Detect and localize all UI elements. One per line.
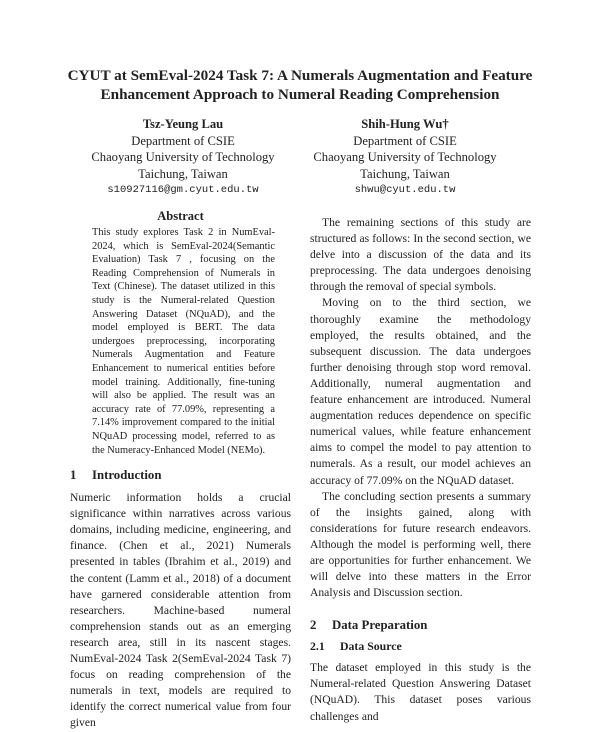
author-name: Tsz-Yeung Lau: [142, 117, 224, 131]
paragraph: The remaining sections of this study are structured as follows: In the second section, we delve into a discussion of the data and its preprocessing. The data undergoes denoising through the removal of special symbols.: [310, 216, 531, 294]
author-location: Taichung, Taiwan: [138, 166, 228, 181]
subsection-number: 2.1: [310, 639, 325, 654]
left-column: [70, 208, 291, 732]
author-univ: Chaoyang University of Technology: [91, 150, 275, 164]
author-2: [300, 116, 510, 199]
section-heading: [310, 617, 531, 633]
section-title: Introduction: [92, 468, 162, 483]
intro-paragraph: Numeric information holds a crucial significance within narratives across various domains, including medicine, engineering, and finance. (Chen et al., 2021) Numerals presented in tables (Ibrahim et al., 2019) and the content (Lamm et al., 2018) of a document have garnered considerable attention from researchers. Machine-based numeral comprehension stands out as an emerging research area, still in its nascent stages. NumEval-2024 Task 2(SemEval-2024 Task 7) focus on reading comprehension of the numerals in text, models are required to identify the correct numerical value from four given: [70, 491, 291, 730]
author-email: s10927116@gm.cyut.edu.tw: [107, 184, 259, 196]
section-heading: [70, 467, 291, 483]
paragraph: The dataset employed in this study is the Numeral-related Question Answering Dataset (NQuAD). This dataset poses various challenges and: [310, 661, 531, 723]
paragraph: Moving on to the third section, we thoroughly examine the methodology employed, the results obtained, and the subsequent discussion. The data undergoes further denoising through stop word removal. Additionally, numeral augmentation and feature enhancement are introduced. Numeral augmentation reduces dependence on specific numerical values, while feature enhancement aims to compel the model to pay attention to numerals. As a result, our model achieves an accuracy of 77.09% on the NQuAD dataset.: [310, 296, 531, 487]
abstract-text: This study explores Task 2 in NumEval-2024, which is SemEval-2024(Semantic Evaluation) Task 7 , focusing on the Reading Comprehension of Numerals in Text (Chinese). The dataset utilized in this study is the Numeral-related Question Answering Dataset (NQuAD), and the model employed is BERT. The data undergoes preprocessing, incorporating Numerals Augmentation and Feature Enhancement to numerical entities before model training. Additionally, fine-tuning will also be applied. The result was an accuracy rate of 77.09%, representing a 7.14% improvement compared to the initial NQuAD processing model, referred to as the Numeracy-Enhanced Model (NEMo).: [92, 227, 275, 456]
abstract-heading: Abstract: [157, 209, 204, 223]
author-1: [78, 116, 288, 199]
author-dept: Department of CSIE: [131, 133, 235, 148]
section-number: 1: [70, 468, 77, 483]
author-location: Taichung, Taiwan: [360, 166, 450, 181]
subsection-title: Data Source: [340, 639, 402, 654]
paper-title: [0, 66, 600, 104]
author-name: Shih-Hung Wu†: [361, 117, 449, 131]
title-line-1: CYUT at SemEval-2024 Task 7: A Numerals Augmentation and Feature: [67, 67, 533, 84]
section-number: 2: [310, 618, 317, 633]
title-line-2: Enhancement Approach to Numeral Reading Comprehension: [100, 86, 500, 103]
paragraph: The concluding section presents a summary of the insights gained, along with considerations for future research endeavors. Although the model is performing well, there are opportunities for further enhancement. We will delve into these matters in the Error Analysis and Discussion section.: [310, 489, 531, 600]
author-dept: Department of CSIE: [353, 133, 457, 148]
author-univ: Chaoyang University of Technology: [313, 150, 497, 164]
right-column: [310, 215, 531, 725]
subsection-heading: [310, 639, 531, 654]
section-title: Data Preparation: [332, 618, 428, 633]
author-email: shwu@cyut.edu.tw: [354, 184, 456, 196]
